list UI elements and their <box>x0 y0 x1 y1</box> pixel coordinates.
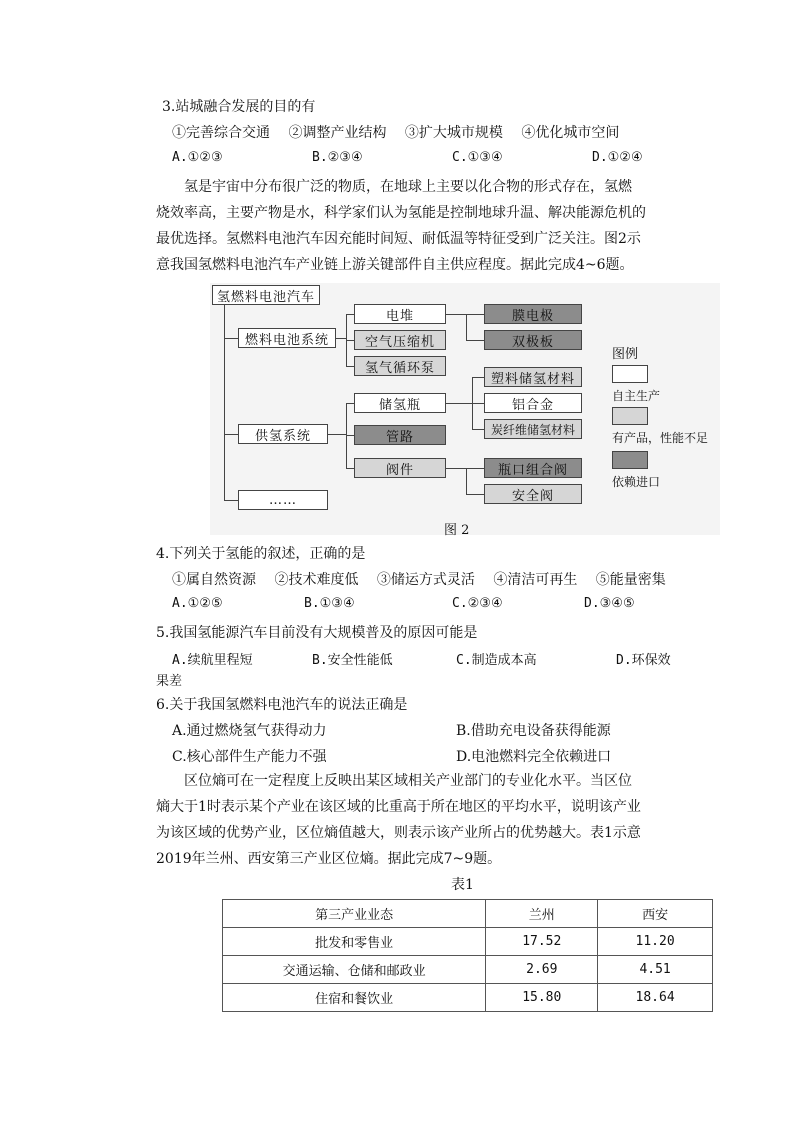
legend-label-self: 自主生产 <box>612 389 661 403</box>
q6-stem: 6.关于我国氢燃料电池汽车的说法正确是 <box>156 697 408 713</box>
q5-option-a: A.续航里程短 <box>172 653 253 668</box>
q4-option-d: D.③④⑤ <box>584 596 635 611</box>
intro-entropy-line-4: 2019年兰州、西安第三产业区位熵。据此完成7~9题。 <box>156 851 502 867</box>
q6-option-d: D.电池燃料完全依赖进口 <box>456 749 612 765</box>
table-cell: 18.64 <box>598 984 713 1012</box>
node-safety-valve: 安全阀 <box>484 484 582 504</box>
table-cell: 15.80 <box>486 984 598 1012</box>
table-row <box>223 984 713 1012</box>
legend-label-import: 依赖进口 <box>612 475 661 489</box>
q3-stem: 3.站城融合发展的目的有 <box>162 99 316 115</box>
node-stack: 电堆 <box>354 304 446 324</box>
legend-swatch-import <box>612 451 648 469</box>
table-cell: 4.51 <box>598 956 713 984</box>
node-air-compressor: 空气压缩机 <box>354 330 446 350</box>
legend-swatch-weak <box>612 407 648 425</box>
table-header-cell: 兰州 <box>486 900 598 928</box>
figure-2 <box>210 283 720 538</box>
table-cell: 17.52 <box>486 928 598 956</box>
node-hydrogen-tank: 储氢瓶 <box>354 393 446 413</box>
table-header-cell: 第三产业业态 <box>223 900 486 928</box>
node-fuel-cell-vehicle: 氢燃料电池汽车 <box>212 285 320 305</box>
q4-option-c: C.②③④ <box>452 596 503 611</box>
q6-option-c: C.核心部件生产能力不强 <box>172 749 327 765</box>
node-hydrogen-pump: 氢气循环泵 <box>354 356 446 376</box>
table-caption: 表1 <box>451 877 474 893</box>
table-cell: 交通运输、仓储和邮政业 <box>223 956 486 984</box>
table-header-row <box>223 900 713 928</box>
intro-hydrogen-line-1: 氢是宇宙中分布很广泛的物质，在地球上主要以化合物的形式存在，氢燃 <box>184 179 632 195</box>
q3-option-c: C.①③④ <box>452 150 503 165</box>
q3-items: ①完善综合交通 ②调整产业结构 ③扩大城市规模 ④优化城市空间 <box>172 125 620 141</box>
legend-swatch-self <box>612 365 648 383</box>
q4-items: ①属自然资源 ②技术难度低 ③储运方式灵活 ④清洁可再生 ⑤能量密集 <box>172 572 666 588</box>
q5-option-d: D.环保效 <box>616 653 671 668</box>
node-others: …… <box>238 490 328 510</box>
q4-stem: 4.下列关于氢能的叙述，正确的是 <box>156 546 366 562</box>
node-carbon-fiber-storage-material: 炭纤维储氢材料 <box>484 419 582 439</box>
legend-title: 图例 <box>612 347 639 362</box>
q3-option-a: A.①②③ <box>172 150 223 165</box>
q6-option-a: A.通过燃烧氢气获得动力 <box>172 723 327 739</box>
table-cell: 住宿和餐饮业 <box>223 984 486 1012</box>
node-plastic-storage-material: 塑料储氢材料 <box>484 367 582 387</box>
legend-label-weak: 有产品，性能不足 <box>612 431 709 445</box>
intro-entropy-line-1: 区位熵可在一定程度上反映出某区域相关产业部门的专业化水平。当区位 <box>184 773 632 789</box>
node-membrane-electrode: 膜电极 <box>484 304 582 324</box>
node-aluminum-alloy: 铝合金 <box>484 393 582 413</box>
table-1 <box>222 899 713 1012</box>
table-row <box>223 956 713 984</box>
q5-option-d-wrap: 果差 <box>156 674 183 689</box>
table-header-cell: 西安 <box>598 900 713 928</box>
node-pipeline: 管路 <box>354 425 446 445</box>
table-cell: 11.20 <box>598 928 713 956</box>
intro-entropy-line-2: 熵大于1时表示某个产业在该区域的比重高于所在地区的平均水平，说明该产业 <box>156 799 641 815</box>
figure-caption: 图 2 <box>444 523 470 538</box>
intro-hydrogen-line-2: 烧效率高，主要产物是水，科学家们认为氢能是控制地球升温、解决能源危机的 <box>156 205 646 221</box>
q5-stem: 5.我国氢能源汽车目前没有大规模普及的原因可能是 <box>156 625 478 641</box>
intro-hydrogen-line-3: 最优选择。氢燃料电池汽车因充能时间短、耐低温等特征受到广泛关注。图2示 <box>156 231 641 247</box>
node-fuel-cell-system: 燃料电池系统 <box>238 328 336 348</box>
node-valves: 阀件 <box>354 458 446 478</box>
table-row <box>223 928 713 956</box>
q4-option-b: B.①③④ <box>304 596 355 611</box>
node-bipolar-plate: 双极板 <box>484 330 582 350</box>
node-hydrogen-supply-system: 供氢系统 <box>238 424 328 444</box>
intro-hydrogen-line-4: 意我国氢燃料电池汽车产业链上游关键部件自主供应程度。据此完成4~6题。 <box>156 257 634 273</box>
intro-entropy-line-3: 为该区域的优势产业，区位熵值越大，则表示该产业所占的优势越大。表1示意 <box>156 825 641 841</box>
table-cell: 批发和零售业 <box>223 928 486 956</box>
q4-option-a: A.①②⑤ <box>172 596 223 611</box>
table-cell: 2.69 <box>486 956 598 984</box>
q5-option-b: B.安全性能低 <box>312 653 393 668</box>
q6-option-b: B.借助充电设备获得能源 <box>456 723 611 739</box>
node-bottle-valve: 瓶口组合阀 <box>484 458 582 478</box>
q5-option-c: C.制造成本高 <box>456 653 537 668</box>
q3-option-d: D.①②④ <box>592 150 643 165</box>
q3-option-b: B.②③④ <box>312 150 363 165</box>
